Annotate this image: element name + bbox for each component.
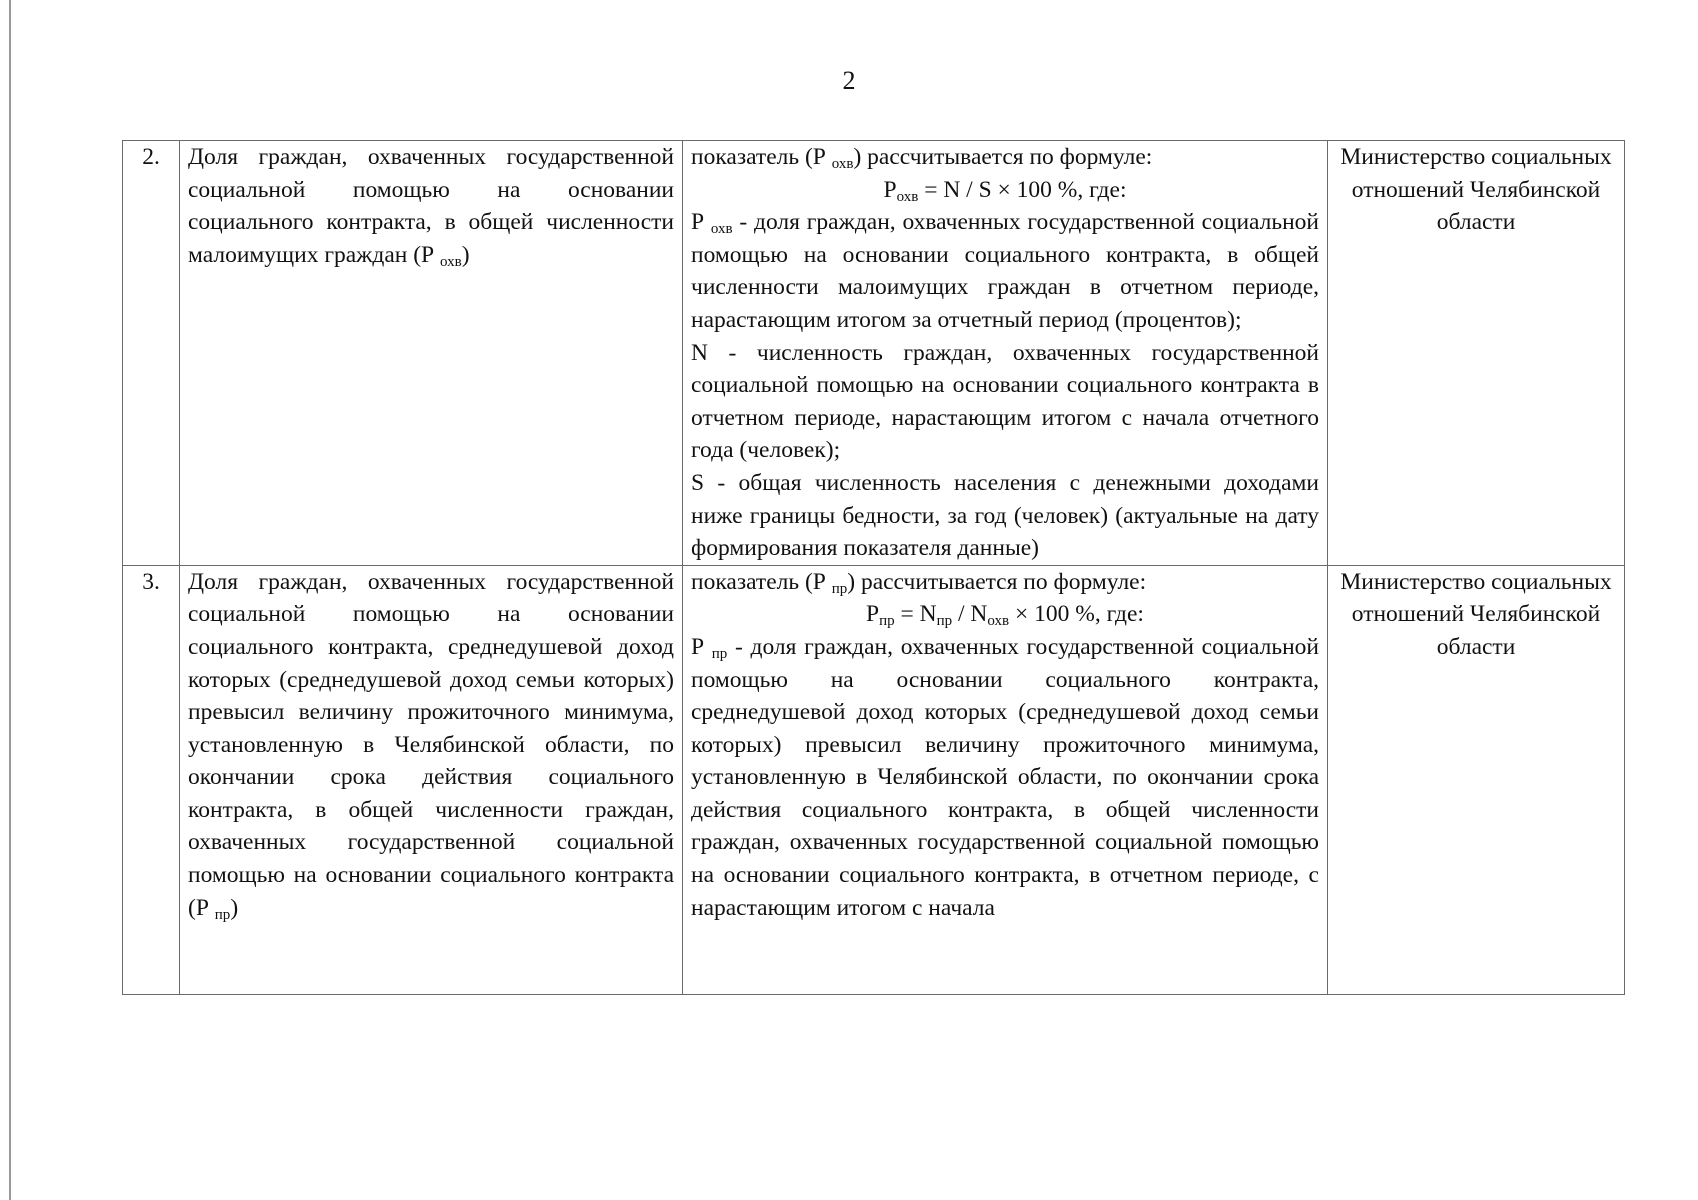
formula-sub-2: пр <box>936 613 953 630</box>
definition-sub: охв <box>710 221 733 238</box>
definition-text: - доля граждан, охваченных государственной социальной помощью на основании социального контракта, среднедушевой доход которых (среднедушевой доход семьи которых) превысил величину прожиточного минимума, установленную в Челябинской области, по окончании срока действия социального контракта, в общей численности граждан, охваченных государственной социальной помощью на основании социального контракта, в отчетном периоде, с нарастающим итогом с начала <box>691 633 1319 921</box>
formula-expression-2: / N <box>952 601 988 628</box>
formula-sub: охв <box>896 188 919 205</box>
method-intro-text: показатель (Р <box>691 568 826 595</box>
formula <box>691 174 1319 207</box>
formula-expression-1: = N <box>894 601 937 628</box>
definition-symbol: Р <box>691 633 705 660</box>
indicators-table <box>122 140 1625 995</box>
row-number: 3. <box>123 565 180 994</box>
indicator-name-cell <box>180 565 683 994</box>
method-intro-sub: пр <box>831 580 848 597</box>
formula <box>691 598 1319 631</box>
method-intro <box>691 566 1319 599</box>
formula-symbol: Р <box>883 176 897 203</box>
method-intro-sub: охв <box>831 156 854 172</box>
formula-sub-3: охв <box>987 613 1010 630</box>
definition-s: S - общая численность населения с денежными доходами ниже границы бедности, за год (человек) (актуальные на дату формирования показателя данные) <box>691 469 1319 562</box>
table-row <box>123 141 1625 566</box>
indicator-subscript: охв <box>439 253 462 270</box>
definition-p <box>691 631 1319 924</box>
definition-text: - доля граждан, охваченных государственной социальной помощью на основании социального контракта, в общей численности малоимущих граждан в отчетном периоде, нарастающим итогом за отчетный период (процентов); <box>691 209 1320 333</box>
method-intro-rest: ) рассчитывается по формуле: <box>847 568 1147 595</box>
indicator-name: Доля граждан, охваченных государственной социальной помощью на основании социального контракта, в общей численности малоимущих граждан (Р <box>188 144 674 268</box>
responsible-body: Министерство социальных отношений Челябинской области <box>1328 565 1625 994</box>
scan-margin-line <box>9 0 11 1200</box>
definition-p <box>691 206 1319 336</box>
definition-sub: пр <box>711 645 728 662</box>
formula-expression: = N / S × 100 %, где: <box>918 176 1127 203</box>
indicator-subscript: пр <box>214 906 231 923</box>
indicator-name-cell <box>180 141 683 566</box>
method-intro <box>691 141 1319 174</box>
indicator-close: ) <box>461 241 470 268</box>
definition-n: N - численность граждан, охваченных государственной социальной помощью на основании социального контракта в отчетном периоде, нарастающим итогом с начала отчетного года (человек); <box>691 339 1319 464</box>
formula-expression-3: × 100 %, где: <box>1009 601 1144 628</box>
calculation-method-cell <box>683 141 1328 566</box>
formula-symbol: Р <box>866 601 880 628</box>
formula-sub: пр <box>879 613 895 630</box>
responsible-body: Министерство социальных отношений Челябинской области <box>1328 141 1625 566</box>
method-intro-rest: ) рассчитывается по формуле: <box>853 144 1153 170</box>
indicator-name: Доля граждан, охваченных государственной социальной помощью на основании социального контракта, среднедушевой доход которых (среднедушевой доход семьи которых) превысил величину прожиточного минимума, установленную в Челябинской области, по окончании срока действия социального контракта, в общей численности граждан, охваченных государственной социальной помощью на основании социального контракта (Р <box>188 568 674 921</box>
indicator-close: ) <box>230 894 239 921</box>
row-number: 2. <box>123 141 180 566</box>
table-row <box>123 565 1625 994</box>
method-intro-text: показатель (Р <box>691 144 826 170</box>
calculation-method-cell <box>683 565 1328 994</box>
definition-symbol: Р <box>691 209 705 236</box>
page-number: 2 <box>842 66 856 95</box>
